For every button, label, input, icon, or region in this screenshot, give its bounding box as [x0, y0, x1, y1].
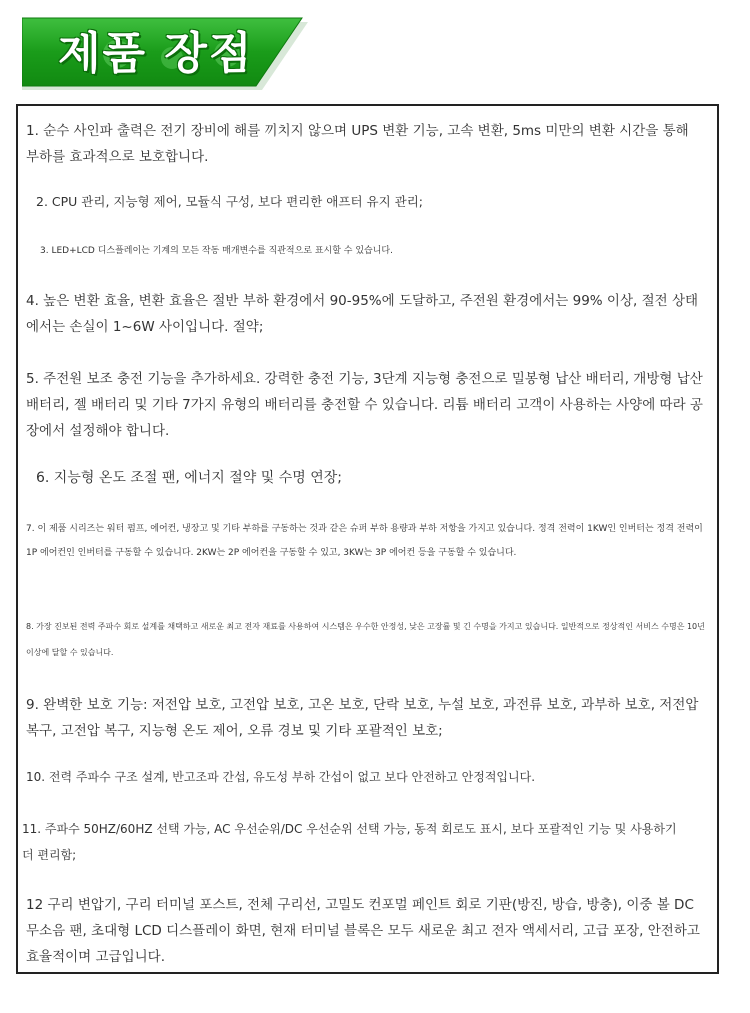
feature-item-6: 6. 지능형 온도 조절 팬, 에너지 절약 및 수명 연장; — [36, 470, 343, 486]
feature-item-2: 2. CPU 관리, 지능형 제어, 모듈식 구성, 보다 편리한 애프터 유지 관리; — [36, 194, 423, 209]
feature-item-10: 10. 전력 주파수 구조 설계, 반고조파 간섭, 유도성 부하 간섭이 없고 보다 안전하고 안정적입니다. — [26, 770, 536, 784]
feature-item-4: 4. 높은 변환 효율, 변환 효율은 절반 부하 환경에서 90-95%에 도달하고, 주전원 환경에서는 99% 이상, 절전 상태에서는 손실이 1~6W 사이입니다. 절약; — [26, 293, 699, 335]
feature-item-12: 12 구리 변압기, 구리 터미널 포스트, 전체 구리선, 고밀도 컨포멀 페인트 회로 기판(방진, 방습, 방충), 이중 볼 DC 무소음 팬, 초대형 LCD 디스플레이 화면, 현재 터미널 블록은 모두 새로운 최고 전자 액세서리, 고급 포장, 안전하고 효율적이며 고급입니다. — [26, 897, 700, 965]
feature-item-3: 3. LED+LCD 디스플레이는 기계의 모든 작동 매개변수를 직관적으로 표시할 수 있습니다. — [40, 246, 393, 256]
feature-item-5: 5. 주전원 보조 충전 기능을 추가하세요. 강력한 충전 기능, 3단계 지능형 충전으로 밀봉형 납산 배터리, 개방형 납산 배터리, 젤 배터리 및 기타 7가지 유형의 배터리를 충전할 수 있습니다. 리튬 배터리 고객이 사용하는 사양에 따라 공장에서 설정해야 합니다. — [26, 371, 703, 439]
title-banner — [22, 14, 318, 94]
feature-item-8: 8. 가장 진보된 전력 주파수 회로 설계를 채택하고 새로운 최고 전자 재료를 사용하여 시스템은 우수한 안정성, 낮은 고장률 및 긴 수명을 가지고 있습니다. 일반적으로 정상적인 서비스 수명은 10년 이상에 달할 수 있습니다. — [26, 622, 705, 657]
feature-item-11: 11. 주파수 50HZ/60HZ 선택 가능, AC 우선순위/DC 우선순위 선택 가능, 동적 회로도 표시, 보다 포괄적인 기능 및 사용하기 더 편리함; — [22, 822, 677, 862]
feature-item-9: 9. 완벽한 보호 기능: 저전압 보호, 고전압 보호, 고온 보호, 단락 보호, 누설 보호, 과전류 보호, 과부하 보호, 저전압 복구, 고전압 복구, 지능형 온도 제어, 오류 경보 및 기타 포괄적인 보호; — [26, 697, 699, 739]
feature-item-7: 7. 이 제품 시리즈는 워터 펌프, 에어컨, 냉장고 및 기타 부하를 구동하는 것과 같은 슈퍼 부하 용량과 부하 저항을 가지고 있습니다. 정격 전력이 1KW인 인버터는 정격 전력이 1P 에어컨인 인버터를 구동할 수 있습니다. 2KW는 2P 에어컨을 구동할 수 있고, 3KW는 3P 에어컨 등을 구동할 수 있습니다. — [26, 524, 703, 558]
page-title: 제품 장점 — [58, 28, 254, 79]
feature-item-1: 1. 순수 사인파 출력은 전기 장비에 해를 끼치지 않으며 UPS 변환 기능, 고속 변환, 5ms 미만의 변환 시간을 통해 부하를 효과적으로 보호합니다. — [26, 123, 689, 165]
features-box — [16, 104, 719, 974]
